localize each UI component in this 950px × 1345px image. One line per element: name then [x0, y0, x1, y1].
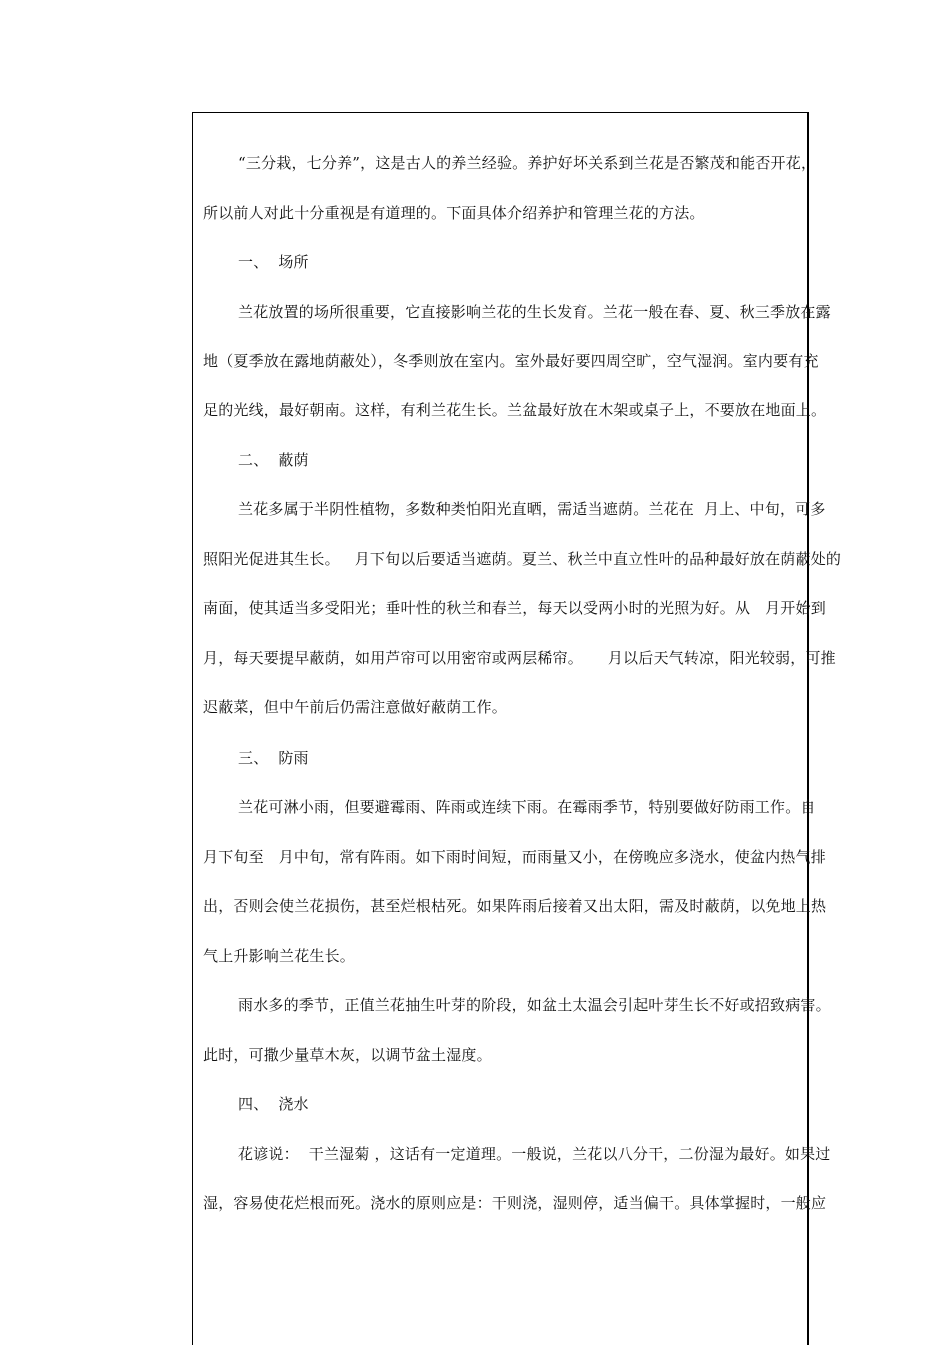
- paragraph-line: 花谚说： 干兰湿菊 ，这话有一定道理。一般说，兰花以八分干，二份湿为最好。如果过: [238, 1145, 831, 1163]
- paragraph-line: 南面，使其适当多受阳光；垂叶性的秋兰和春兰，每天以受两小时的光照为好。从 月开始到: [203, 599, 826, 617]
- paragraph-line: “三分栽，七分养”，这是古人的养兰经验。养护好坏关系到兰花是否繁茂和能否开花，: [238, 154, 817, 172]
- section-heading: 一、 场所: [238, 253, 309, 271]
- section-heading: 三、 防雨: [238, 749, 309, 767]
- paragraph-line: 月下旬至 月中旬，常有阵雨。如下雨时间短，而雨量又小，在傍晚应多浇水，使盆内热气排: [203, 848, 826, 866]
- paragraph-line: 此时，可撒少量草木灰，以调节盆土湿度。: [203, 1046, 492, 1064]
- paragraph-line: 雨水多的季节，正值兰花抽生叶芽的阶段，如盆土太温会引起叶芽生长不好或招致病害。: [238, 996, 831, 1014]
- paragraph-line: 足的光线，最好朝南。这样，有利兰花生长。兰盆最好放在木架或桌子上，不要放在地面上。: [203, 401, 827, 419]
- paragraph-line: 湿，容易使花烂根而死。浇水的原则应是：干则浇，湿则停，适当偏干。具体掌握时，一般应: [203, 1194, 827, 1212]
- paragraph-line: 照阳光促进其生长。 月下旬以后要适当遮荫。夏兰、秋兰中直立性叶的品种最好放在荫蔽处的: [203, 550, 842, 568]
- section-heading: 四、 浇水: [238, 1095, 309, 1113]
- paragraph-line: 迟蔽菜，但中午前后仍需注意做好蔽荫工作。: [203, 698, 508, 716]
- paragraph-line: 兰花放置的场所很重要，它直接影响兰花的生长发育。兰花一般在春、夏、秋三季放在露: [238, 303, 831, 321]
- paragraph-line: 地（夏季放在露地荫蔽处），冬季则放在室内。室外最好要四周空旷，空气湿润。室内要有充: [203, 352, 819, 370]
- paragraph-line: 气上升影响兰花生长。: [203, 947, 356, 965]
- paragraph-line: 兰花多属于半阴性植物，多数种类怕阳光直晒，需适当遮荫。兰花在 月上、中旬，可多: [238, 500, 826, 518]
- paragraph-line: 所以前人对此十分重视是有道理的。下面具体介绍养护和管理兰花的方法。: [203, 204, 705, 222]
- section-heading: 二、 蔽荫: [238, 451, 309, 469]
- document-frame: [192, 112, 842, 1345]
- paragraph-line: 兰花可淋小雨，但要避霉雨、阵雨或连续下雨。在霉雨季节，特别要做好防雨工作。自: [238, 798, 816, 816]
- paragraph-line: 月，每天要提早蔽荫，如用芦帘可以用密帘或两层稀帘。 月以后天气转凉，阳光较弱，可推: [203, 649, 836, 667]
- paragraph-line: 出，否则会使兰花损伤，甚至烂根枯死。如果阵雨后接着又出太阳，需及时蔽荫，以免地上热: [203, 897, 827, 915]
